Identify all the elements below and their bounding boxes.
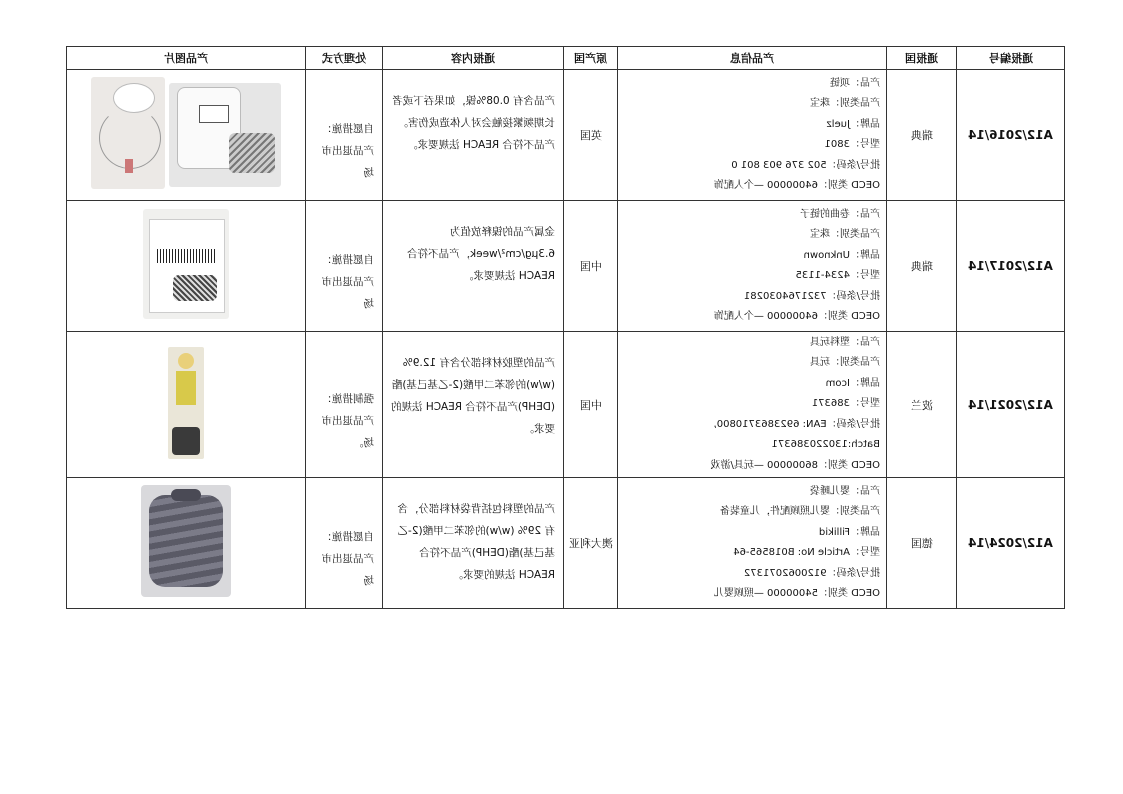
origin-cell: 中国: [564, 201, 618, 332]
info-line: 批号/条码：502 376 903 801 0: [731, 159, 880, 171]
toy-doll-photo: [168, 347, 204, 459]
table-row: [67, 478, 1065, 609]
product-info-cell: [618, 201, 887, 332]
code-cell: A12/2016/14: [957, 70, 1065, 201]
country-cell: 波兰: [887, 332, 957, 478]
product-photo-cell: [67, 70, 306, 201]
info-line: 产品类别：珠宝: [810, 98, 880, 109]
origin-cell: 中国: [564, 332, 618, 478]
header-code: 通报编号: [957, 47, 1065, 70]
header-origin: 原产国: [564, 47, 618, 70]
table-row: [67, 332, 1065, 478]
country-cell: 德国: [887, 478, 957, 609]
product-info-cell: [618, 332, 887, 478]
table-header-row: [67, 47, 1065, 70]
code-cell: A12/2017/14: [957, 201, 1065, 332]
origin-cell: 澳大利亚: [564, 478, 618, 609]
product-info-cell: [618, 70, 887, 201]
content-cell: 产品的塑料包括背袋材料部分，含有 29% (w/w)的邻苯二甲酸(2-乙基己基)酯(DEHP)产品不符合 REACH 法规的要求。: [383, 478, 564, 609]
info-line: 产品：卷曲的链子: [800, 208, 880, 220]
country-cell: 瑞典: [887, 201, 957, 332]
country-cell: 瑞典: [887, 70, 957, 201]
info-line: 型号：Article No: B018565-64: [733, 547, 880, 558]
content-cell: 金属产品的镍释放值为 6.3μg/cm²/week，产品不符合 REACH 法规要求。: [383, 201, 564, 332]
necklace-photo: [91, 77, 281, 189]
header-measure: 处理方式: [306, 47, 383, 70]
info-line: OECD 类别：64000000 —个人配饰: [713, 311, 880, 322]
product-info-cell: [618, 478, 887, 609]
info-line: 产品：项链: [830, 77, 880, 89]
header-content: 通报内容: [383, 47, 564, 70]
measure-cell: 强制措施：产品退出市场。: [306, 332, 383, 478]
origin-cell: 英国: [564, 70, 618, 201]
content-cell: 产品含有 0.08%镍，如果吞下或者长期频繁接触会对人体造成伤害。产品不符合 REACH 法规要求。: [383, 70, 564, 201]
info-line: 品牌：Juelz: [826, 118, 880, 130]
sleeping-bag-photo: [141, 485, 231, 597]
product-photo-cell: [67, 332, 306, 478]
measure-cell: 自愿措施：产品退出市场: [306, 201, 383, 332]
info-line: 品牌：Fillikid: [818, 526, 880, 538]
info-line: 批号/条码：EAN: 6923863710800,: [713, 418, 880, 430]
table-row: [67, 201, 1065, 332]
measure-cell: 自愿措施：产品退出市场: [306, 70, 383, 201]
chain-package-photo: [143, 209, 229, 319]
info-line: 品牌：Unknown: [803, 249, 880, 261]
code-cell: A12/2024/14: [957, 478, 1065, 609]
info-line: 型号：386371: [811, 398, 880, 410]
info-line: 产品：婴儿睡袋: [810, 485, 880, 497]
info-line: 型号：4234-1135: [795, 270, 880, 281]
measure-cell: 自愿措施：产品退出市场: [306, 478, 383, 609]
content-cell: 产品的塑胶材料部分含有 12.9% (w/w)的邻苯二甲酸(2-乙基己基)酯(DEHP)产品不符合 REACH 法规的要求。: [383, 332, 564, 478]
info-line: 品牌：Icom: [825, 377, 880, 389]
info-line: 产品：塑料玩具: [810, 336, 880, 348]
info-line: 产品类别：珠宝: [810, 229, 880, 240]
header-product-image: 产品图片: [67, 47, 306, 70]
table-row: [67, 70, 1065, 201]
info-line: 批号/条码：9120062071372: [743, 567, 880, 579]
info-line: 型号：3801: [824, 139, 880, 150]
info-line: OECD 类别：86000000 —玩具/游戏: [710, 459, 880, 471]
info-line: OECD 类别：64000000 —个人配饰: [713, 180, 880, 191]
code-cell: A12/2021/14: [957, 332, 1065, 478]
info-line: OECD 类别：54000000 —照顾婴儿: [713, 588, 880, 599]
info-line: 批号/条码：7321764030281: [743, 290, 880, 302]
product-photo-cell: [67, 478, 306, 609]
info-line: Batch:130220386371: [771, 439, 880, 451]
info-line: 产品类别：玩具: [810, 357, 880, 369]
info-line: 产品类别：婴儿照顾配件，儿童装备: [720, 506, 880, 517]
header-product-info: 产品信息: [618, 47, 887, 70]
header-country: 通报国: [887, 47, 957, 70]
product-photo-cell: [67, 201, 306, 332]
notification-table: [66, 46, 1065, 609]
